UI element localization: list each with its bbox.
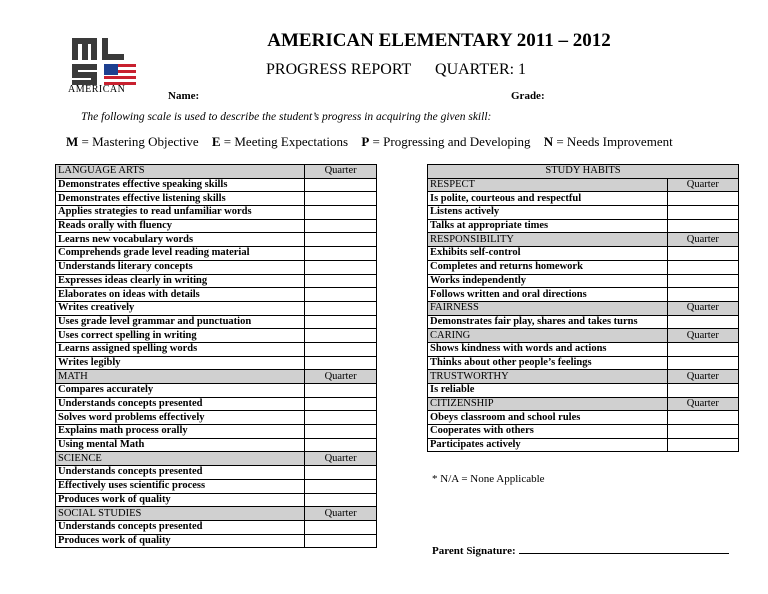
skill-row: [428, 274, 739, 288]
skill-row: [428, 315, 739, 329]
skill-row: [428, 260, 739, 274]
grade-cell[interactable]: [667, 206, 738, 220]
quarter-header: Quarter: [667, 301, 738, 315]
skill-label: Expresses ideas clearly in writing: [56, 274, 305, 288]
grade-cell[interactable]: [305, 274, 377, 288]
skill-label: Exhibits self-control: [428, 247, 668, 261]
grade-cell[interactable]: [305, 397, 377, 411]
section-title: CITIZENSHIP: [428, 397, 668, 411]
skill-row: [56, 274, 377, 288]
section-header: [428, 370, 739, 384]
section-title: FAIRNESS: [428, 301, 668, 315]
grade-cell[interactable]: [305, 247, 377, 261]
section-header: [56, 165, 377, 179]
grade-field-label: Grade:: [511, 90, 545, 102]
skill-label: Uses grade level grammar and punctuation: [56, 315, 305, 329]
skill-row: [56, 425, 377, 439]
skill-row: [428, 342, 739, 356]
skill-row: [56, 342, 377, 356]
grade-cell[interactable]: [667, 247, 738, 261]
skill-row: [56, 192, 377, 206]
skill-row: [56, 384, 377, 398]
grade-cell[interactable]: [305, 288, 377, 302]
skill-label: Reads orally with fluency: [56, 219, 305, 233]
skill-label: Listens actively: [428, 206, 668, 220]
grade-cell[interactable]: [667, 192, 738, 206]
legend-p: P = Progressing and Developing: [361, 134, 531, 149]
na-note: * N/A = None Applicable: [432, 473, 545, 485]
skill-row: [56, 466, 377, 480]
grade-cell[interactable]: [667, 438, 738, 452]
grade-cell[interactable]: [305, 219, 377, 233]
quarter-header: Quarter: [667, 329, 738, 343]
section-header: [428, 329, 739, 343]
skill-label: Cooperates with others: [428, 425, 668, 439]
skill-row: [56, 206, 377, 220]
quarter-header: Quarter: [667, 233, 738, 247]
grade-cell[interactable]: [305, 534, 377, 548]
legend-e: E = Meeting Expectations: [211, 134, 349, 149]
grade-cell[interactable]: [305, 260, 377, 274]
grade-cell[interactable]: [667, 315, 738, 329]
skill-label: Applies strategies to read unfamiliar words: [56, 206, 305, 220]
quarter-header: Quarter: [305, 165, 377, 179]
skill-label: Demonstrates effective speaking skills: [56, 178, 305, 192]
skill-row: [56, 493, 377, 507]
grade-cell[interactable]: [305, 329, 377, 343]
skill-row: [428, 206, 739, 220]
skill-row: [56, 178, 377, 192]
quarter-header: Quarter: [305, 452, 377, 466]
skill-label: Learns assigned spelling words: [56, 342, 305, 356]
section-header: [56, 452, 377, 466]
grade-cell[interactable]: [667, 425, 738, 439]
skill-row: [56, 315, 377, 329]
grade-cell[interactable]: [305, 411, 377, 425]
study-habits-title-row: [428, 165, 739, 179]
study-habits-title: STUDY HABITS: [428, 165, 739, 179]
skill-row: [428, 219, 739, 233]
grade-cell[interactable]: [305, 178, 377, 192]
parent-signature-line[interactable]: [519, 544, 729, 554]
skill-label: Understands concepts presented: [56, 466, 305, 480]
skill-row: [56, 438, 377, 452]
grade-cell[interactable]: [305, 301, 377, 315]
skill-row: [428, 438, 739, 452]
quarter-header: Quarter: [667, 178, 738, 192]
grade-cell[interactable]: [305, 192, 377, 206]
skill-label: Works independently: [428, 274, 668, 288]
skill-row: [428, 384, 739, 398]
quarter-label: QUARTER: 1: [435, 61, 527, 78]
grade-cell[interactable]: [667, 411, 738, 425]
skill-row: [428, 356, 739, 370]
grade-cell[interactable]: [667, 356, 738, 370]
legend-n: N = Needs Improvement: [543, 134, 673, 149]
academic-skills-table: [55, 164, 377, 548]
grade-cell[interactable]: [305, 356, 377, 370]
skill-label: Is reliable: [428, 384, 668, 398]
grade-cell[interactable]: [305, 438, 377, 452]
section-header: [56, 507, 377, 521]
skill-row: [56, 260, 377, 274]
section-title: TRUSTWORTHY: [428, 370, 668, 384]
skill-row: [56, 329, 377, 343]
skill-label: Understands concepts presented: [56, 520, 305, 534]
skill-row: [56, 301, 377, 315]
skill-label: Demonstrates effective listening skills: [56, 192, 305, 206]
skill-label: Obeys classroom and school rules: [428, 411, 668, 425]
skill-label: Shows kindness with words and actions: [428, 342, 668, 356]
page-title: AMERICAN ELEMENTARY 2011 – 2012: [267, 30, 611, 51]
skill-row: [428, 288, 739, 302]
skill-row: [428, 425, 739, 439]
name-field-label: Name:: [168, 90, 200, 102]
skill-label: Elaborates on ideas with details: [56, 288, 305, 302]
grade-cell[interactable]: [305, 479, 377, 493]
grade-cell[interactable]: [305, 425, 377, 439]
skill-row: [428, 411, 739, 425]
section-header: [428, 301, 739, 315]
report-label: PROGRESS REPORT: [266, 61, 412, 78]
scale-intro: The following scale is used to describe the student’s progress in acquiring the given skill:: [81, 111, 492, 123]
skill-label: Participates actively: [428, 438, 668, 452]
section-title: RESPECT: [428, 178, 668, 192]
skill-label: Compares accurately: [56, 384, 305, 398]
skill-row: [56, 534, 377, 548]
skill-row: [56, 219, 377, 233]
grade-cell[interactable]: [305, 206, 377, 220]
skill-label: Understands concepts presented: [56, 397, 305, 411]
section-header: [428, 397, 739, 411]
skill-row: [56, 288, 377, 302]
quarter-header: Quarter: [305, 370, 377, 384]
skill-row: [428, 192, 739, 206]
skill-label: Learns new vocabulary words: [56, 233, 305, 247]
skill-label: Solves word problems effectively: [56, 411, 305, 425]
skill-row: [428, 247, 739, 261]
skill-row: [56, 247, 377, 261]
skill-row: [56, 520, 377, 534]
grade-cell[interactable]: [305, 493, 377, 507]
skill-label: Explains math process orally: [56, 425, 305, 439]
grade-cell[interactable]: [667, 288, 738, 302]
skill-label: Demonstrates fair play, shares and takes turns: [428, 315, 668, 329]
parent-signature-label: Parent Signature:: [432, 545, 516, 557]
skill-row: [56, 233, 377, 247]
section-title: SOCIAL STUDIES: [56, 507, 305, 521]
skill-label: Uses correct spelling in writing: [56, 329, 305, 343]
quarter-header: Quarter: [667, 370, 738, 384]
skill-label: Talks at appropriate times: [428, 219, 668, 233]
skill-label: Comprehends grade level reading material: [56, 247, 305, 261]
skill-label: Produces work of quality: [56, 534, 305, 548]
skill-label: Effectively uses scientific process: [56, 479, 305, 493]
grade-cell[interactable]: [305, 384, 377, 398]
grade-cell[interactable]: [305, 342, 377, 356]
parent-signature: [432, 544, 729, 557]
logo-text: AMERICAN: [68, 84, 126, 95]
section-title: LANGUAGE ARTS: [56, 165, 305, 179]
legend-m: M = Mastering Objective: [66, 134, 199, 149]
skill-label: Thinks about other people’s feelings: [428, 356, 668, 370]
skill-row: [56, 356, 377, 370]
skill-row: [56, 479, 377, 493]
section-title: RESPONSIBILITY: [428, 233, 668, 247]
grade-cell[interactable]: [667, 342, 738, 356]
section-header: [428, 178, 739, 192]
skill-label: Using mental Math: [56, 438, 305, 452]
scale-legend: [66, 134, 683, 150]
skill-label: Is polite, courteous and respectful: [428, 192, 668, 206]
section-header: [56, 370, 377, 384]
quarter-header: Quarter: [305, 507, 377, 521]
skill-row: [56, 397, 377, 411]
study-habits-table: [427, 164, 739, 452]
skill-label: Follows written and oral directions: [428, 288, 668, 302]
skill-label: Writes creatively: [56, 301, 305, 315]
grade-cell[interactable]: [305, 466, 377, 480]
grade-cell[interactable]: [305, 233, 377, 247]
skill-row: [56, 411, 377, 425]
section-title: MATH: [56, 370, 305, 384]
grade-cell[interactable]: [305, 315, 377, 329]
quarter-header: Quarter: [667, 397, 738, 411]
report-subtitle: [266, 61, 526, 79]
grade-cell[interactable]: [667, 274, 738, 288]
skill-label: Completes and returns homework: [428, 260, 668, 274]
grade-cell[interactable]: [667, 384, 738, 398]
grade-cell[interactable]: [667, 219, 738, 233]
skill-label: Understands literary concepts: [56, 260, 305, 274]
section-title: SCIENCE: [56, 452, 305, 466]
skill-label: Writes legibly: [56, 356, 305, 370]
section-title: CARING: [428, 329, 668, 343]
section-header: [428, 233, 739, 247]
grade-cell[interactable]: [305, 520, 377, 534]
grade-cell[interactable]: [667, 260, 738, 274]
skill-label: Produces work of quality: [56, 493, 305, 507]
